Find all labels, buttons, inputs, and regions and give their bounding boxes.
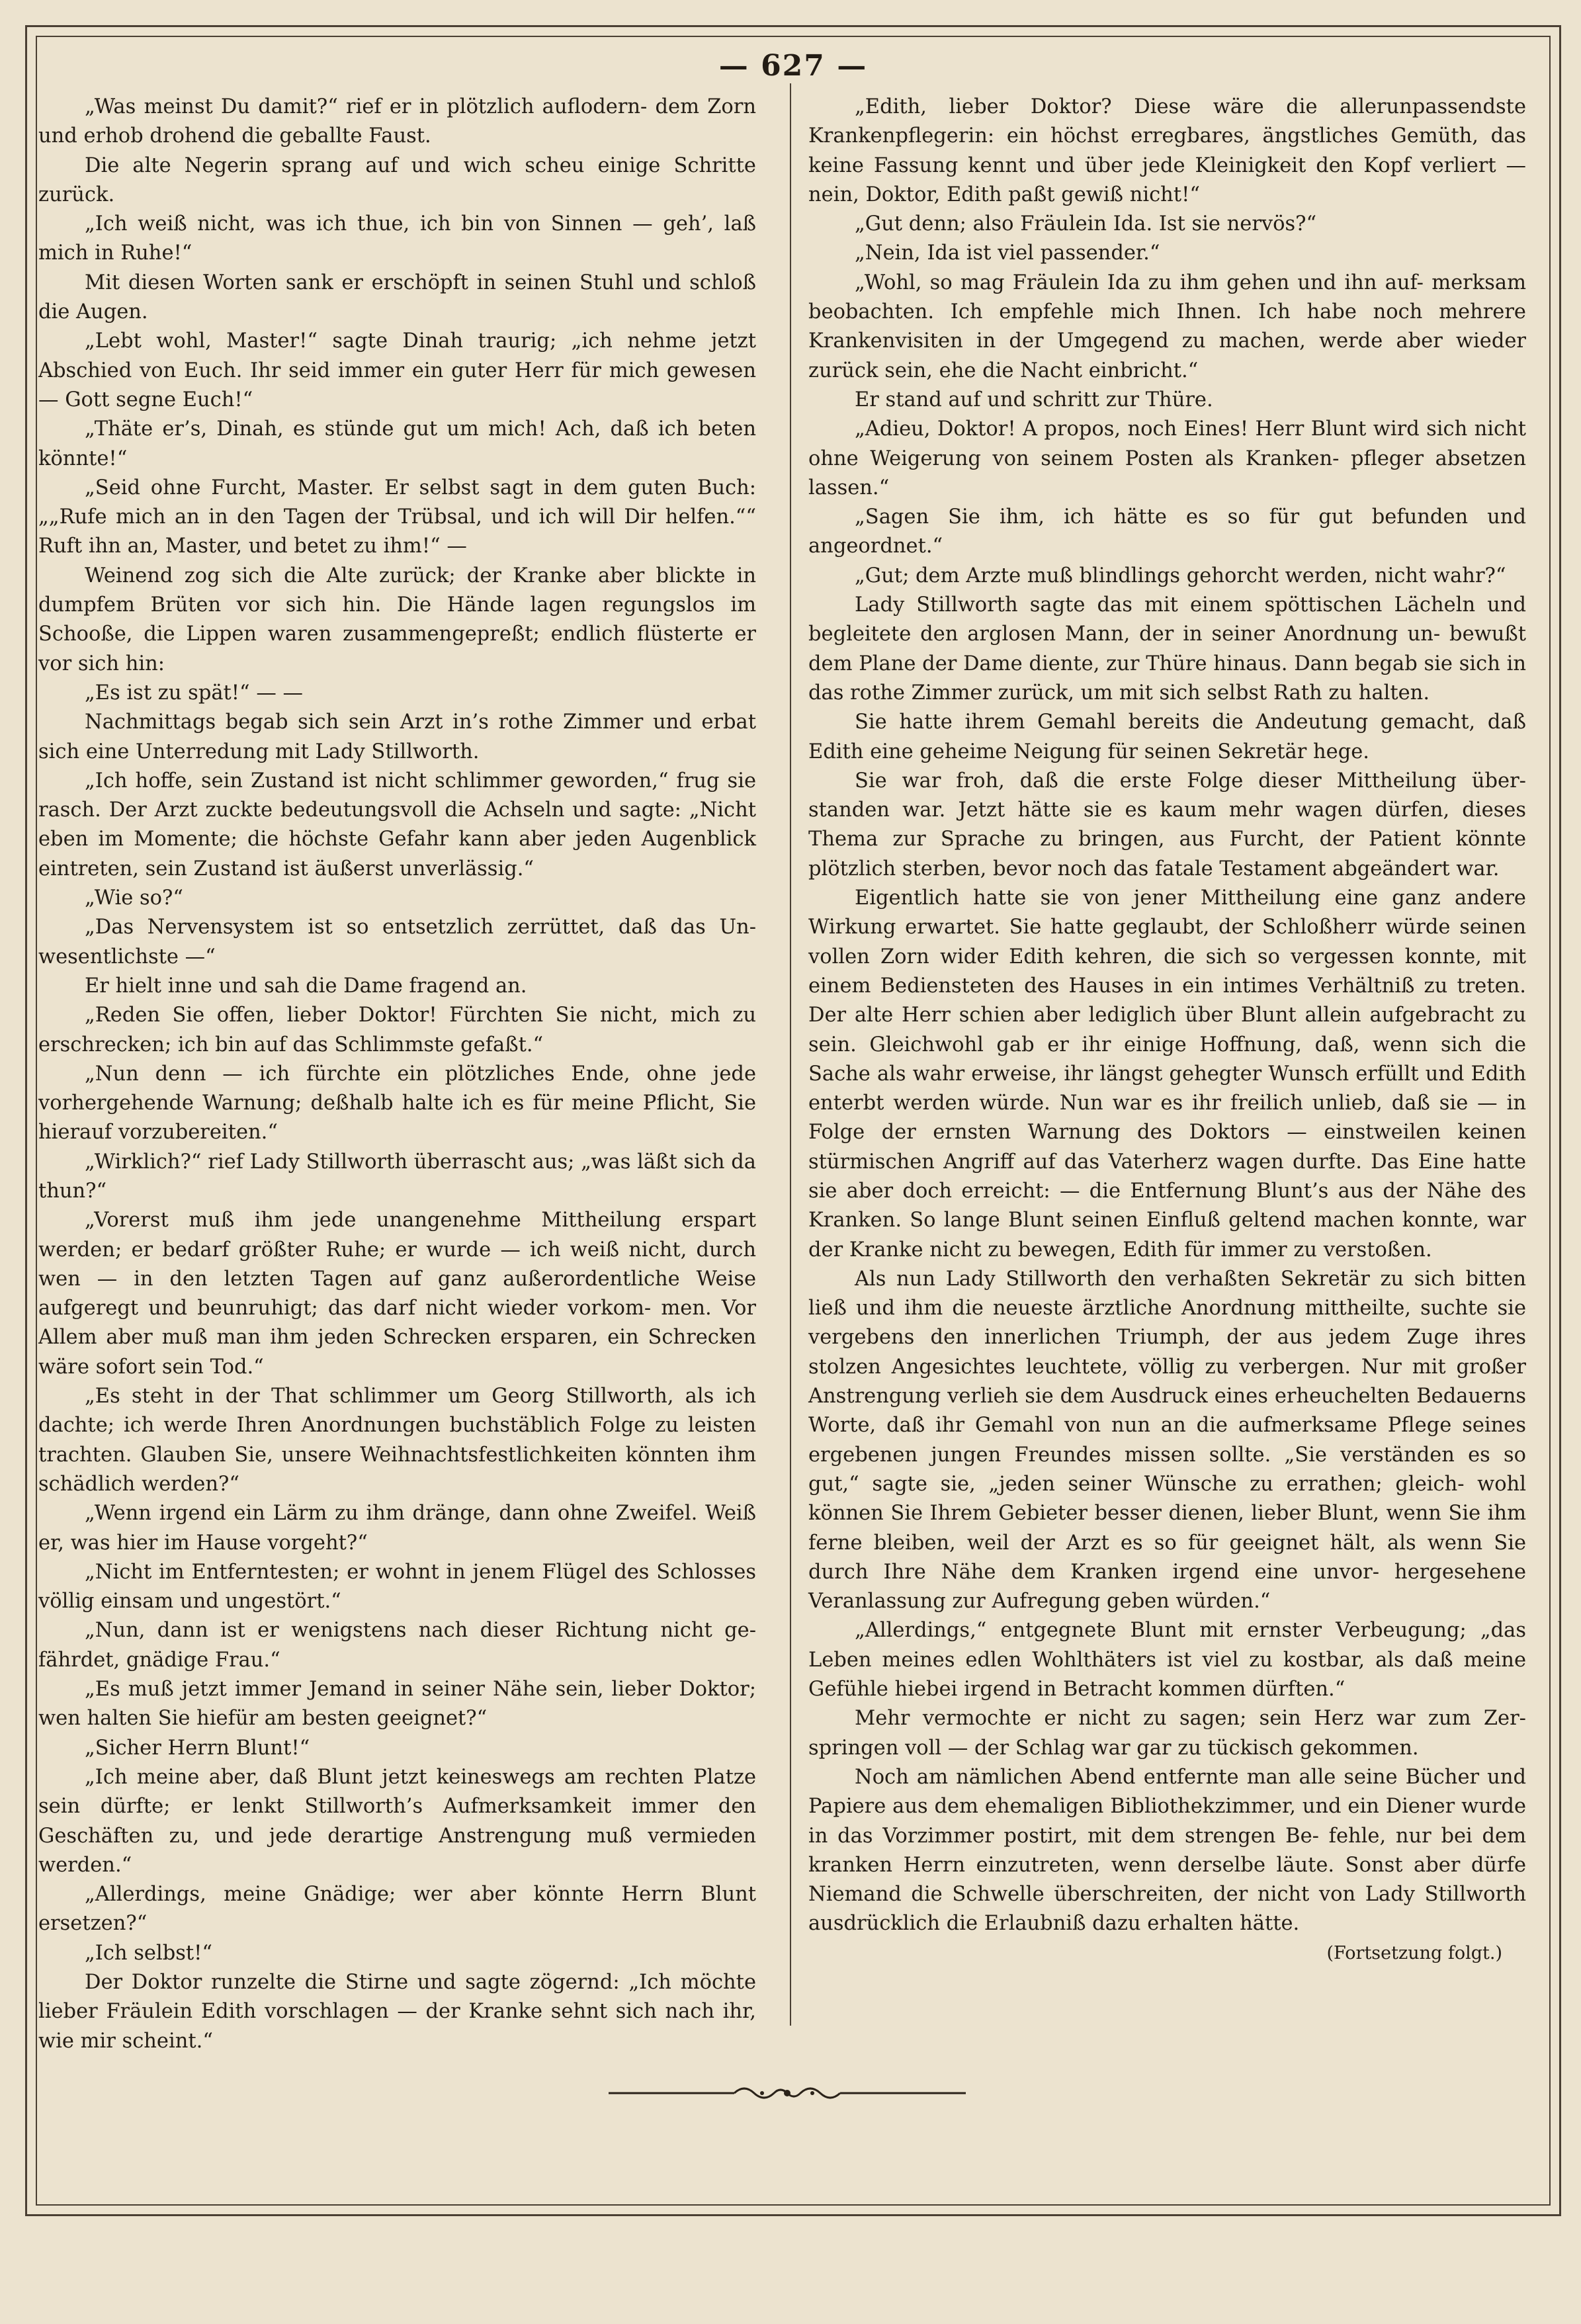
paragraph: „Das Nervensystem ist so entsetzlich zerrüttet, daß das Un- wesentlichste —“: [38, 916, 756, 968]
paragraph: Der Doktor runzelte die Stirne und sagte zögernd: „Ich möchte lieber Fräulein Edith vorschlagen — der Kranke sehnt sich nach ihr, wie mir scheint.“: [38, 1971, 756, 2053]
paragraph: Als nun Lady Stillworth den verhaßten Sekretär zu sich bitten ließ und ihm die neueste ärztliche Anordnung mittheilte, suchte sie vergebens den innerlichen Triumph, der aus jedem Zuge ihres stolzen Angesichtes leuchtete, völlig zu verbergen. Nur mit großer Anstrengung verlieh sie dem Ausdruck eines erheuchelten Bedauerns Worte, daß ihr Gemahl von nun an die aufmerksame Pflege seines ergebenen jungen Freundes missen sollte. „Sie verständen es so gut,“ sagte sie, „jeden seiner Wünsche zu errathen; gleich- wohl können Sie Ihrem Gebieter besser dienen, lieber Blunt, wenn Sie ihm ferne bleiben, weil der Arzt es so für geeignet hält, als wenn Sie durch Ihre Nähe dem Kranken irgend eine unvor- hergesehene Veranlassung zur Aufregung geben würden.“: [808, 1267, 1526, 1614]
left-column: [38, 93, 756, 2056]
paragraph: Lady Stillworth sagte das mit einem spöttischen Lächeln und begleitete den arglosen Mann, der in seiner Anordnung un- bewußt dem Plane der Dame diente, zur Thüre hinaus. Dann begab sie sich in das rothe Zimmer zurück, um mit sich selbst Rath zu halten.: [808, 593, 1526, 705]
paragraph: „Es steht in der That schlimmer um Georg Stillworth, als ich dachte; ich werde Ihren Anordnungen buchstäblich Folge zu leisten trachten. Glauben Sie, unsere Weihnachtsfestlichkeiten könnten ihm schädlich werden?“: [38, 1385, 756, 1496]
paragraph: Sie hatte ihrem Gemahl bereits die Andeutung gemacht, daß Edith eine geheime Neigung für seinen Sekretär hege.: [808, 710, 1526, 763]
paragraph: Er hielt inne und sah die Dame fragend an.: [85, 974, 527, 998]
page-number: — 627 —: [718, 48, 868, 83]
paragraph: „Wirklich?“ rief Lady Stillworth überrascht aus; „was läßt sich da thun?“: [38, 1150, 756, 1203]
paragraph: „Nun, dann ist er wenigstens nach dieser Richtung nicht ge- fährdet, gnädige Frau.“: [38, 1619, 756, 1672]
paragraph: „Allerdings,“ entgegnete Blunt mit ernster Verbeugung; „das Leben meines edlen Wohlthäters ist viel zu kostbar, als daß meine Gefühle hiebei irgend in Betracht kommen dürften.“: [808, 1619, 1526, 1701]
paragraph: „Was meinst Du damit?“ rief er in plötzlich auflodern- dem Zorn und erhob drohend die geballte Faust.: [38, 95, 756, 148]
paragraph: „Ich selbst!“: [85, 1941, 213, 1965]
paragraph: „Ich hoffe, sein Zustand ist nicht schlimmer geworden,“ frug sie rasch. Der Arzt zuckte bedeutungsvoll die Achseln und sagte: „Nicht eben im Momente; die höchste Gefahr kann aber jeden Augenblick eintreten, sein Zustand ist äußerst unverlässig.“: [38, 769, 756, 881]
paragraph: „Wohl, so mag Fräulein Ida zu ihm gehen und ihn auf- merksam beobachten. Ich empfehle mich Ihnen. Ich habe noch mehrere Krankenvisiten in der Umgegend zu machen, werde aber wieder zurück sein, ehe die Nacht einbricht.“: [808, 271, 1526, 382]
paragraph: „Nun denn — ich fürchte ein plötzliches Ende, ohne jede vorhergehende Warnung; deßhalb halte ich es für meine Pflicht, Sie hierauf vorzubereiten.“: [38, 1062, 756, 1144]
paragraph: „Es ist zu spät!“ — —: [85, 681, 304, 705]
paragraph: „Wenn irgend ein Lärm zu ihm dränge, dann ohne Zweifel. Weiß er, was hier im Hause vorgeht?“: [38, 1502, 756, 1555]
paragraph: „Es muß jetzt immer Jemand in seiner Nähe sein, lieber Doktor; wen halten Sie hiefür am besten geeignet?“: [38, 1678, 756, 1731]
paragraph: „Allerdings, meine Gnädige; wer aber könnte Herrn Blunt ersetzen?“: [38, 1883, 756, 1936]
paragraph: Mehr vermochte er nicht zu sagen; sein Herz war zum Zer- springen voll — der Schlag war gar zu tückisch gekommen.: [808, 1707, 1526, 1760]
continued-note: (Fortsetzung folgt.): [1326, 1942, 1502, 1963]
paragraph: „Gut denn; also Fräulein Ida. Ist sie nervös?“: [855, 212, 1317, 236]
paragraph: „Edith, lieber Doktor? Diese wäre die allerunpassendste Krankenpflegerin: ein höchst erregbares, ängstliches Gemüth, das keine Fassung kennt und über jede Kleinigkeit den Kopf verliert — nein, Doktor, Edith paßt gewiß nicht!“: [808, 95, 1526, 206]
column-divider: [790, 83, 791, 2026]
paragraph: Mit diesen Worten sank er erschöpft in seinen Stuhl und schloß die Augen.: [38, 271, 756, 324]
paragraph: „Gut; dem Arzte muß blindlings gehorcht werden, nicht wahr?“: [855, 564, 1506, 587]
paragraph: „Seid ohne Furcht, Master. Er selbst sagt in dem guten Buch: „„Rufe mich an in den Tagen der Trübsal, und ich will Dir helfen.““ Ruft ihn an, Master, und betet zu ihm!“ —: [38, 476, 756, 558]
paragraph: Die alte Negerin sprang auf und wich scheu einige Schritte zurück.: [38, 153, 756, 206]
paragraph: Er stand auf und schritt zur Thüre.: [855, 388, 1213, 411]
paragraph: „Ich meine aber, daß Blunt jetzt keineswegs am rechten Platze sein dürfte; er lenkt Stillworth’s Aufmerksamkeit immer den Geschäften zu, und jede derartige Anstrengung muß vermieden werden.“: [38, 1765, 756, 1877]
ornament-divider-icon: [609, 2080, 966, 2106]
right-column: [808, 93, 1526, 1968]
paragraph: „Lebt wohl, Master!“ sagte Dinah traurig; „ich nehme jetzt Abschied von Euch. Ihr seid immer ein guter Herr für mich gewesen — Gott segne Euch!“: [38, 329, 756, 411]
paragraph: Weinend zog sich die Alte zurück; der Kranke aber blickte in dumpfem Brüten vor sich hin. Die Hände lagen regungslos im Schooße, die Lippen waren zusammengepreßt; endlich flüsterte er vor sich hin:: [38, 564, 756, 675]
paragraph: Eigentlich hatte sie von jener Mittheilung eine ganz andere Wirkung erwartet. Sie hatte geglaubt, der Schloßherr würde seinen vollen Zorn wider Edith kehren, die sich so vergessen konnte, mit einem Bediensteten des Hauses in ein intimes Verhältniß zu treten. Der alte Herr schien aber lediglich über Blunt allein aufgebracht zu sein. Gleichwohl gab er ihr einige Hoffnung, daß, wenn sich die Sache als wahr erweise, ihr längst gehegter Wunsch erfüllt und Edith enterbt werden würde. Nun war es ihr freilich unlieb, daß sie — in Folge der ernsten Warnung des Doktors — einstweilen keinen stürmischen Angriff auf das Vaterherz wagen durfte. Das Eine hatte sie aber doch erreicht: — die Entfernung Blunt’s aus der Nähe des Kranken. So lange Blunt seinen Einfluß geltend machen konnte, war der Kranke nicht zu bewegen, Edith für immer zu verstoßen.: [808, 886, 1526, 1262]
paragraph: „Ich weiß nicht, was ich thue, ich bin von Sinnen — geh’, laß mich in Ruhe!“: [38, 212, 756, 265]
paragraph: „Nicht im Entferntesten; er wohnt in jenem Flügel des Schlosses völlig einsam und ungestört.“: [38, 1560, 756, 1614]
paragraph: „Thäte er’s, Dinah, es stünde gut um mich! Ach, daß ich beten könnte!“: [38, 417, 756, 470]
paragraph: Noch am nämlichen Abend entfernte man alle seine Bücher und Papiere aus dem ehemaligen Bibliothekzimmer, und ein Diener wurde in das Vorzimmer postirt, mit dem strengen Be- fehle, nur bei dem kranken Herrn einzutreten, wenn derselbe läute. Sonst aber dürfe Niemand die Schwelle überschreiten, der nicht von Lady Stillworth ausdrücklich die Erlaubniß dazu erhalten hätte.: [808, 1765, 1526, 1936]
paragraph: Nachmittags begab sich sein Arzt in’s rothe Zimmer und erbat sich eine Unterredung mit Lady Stillworth.: [38, 710, 756, 763]
paragraph: Sie war froh, daß die erste Folge dieser Mittheilung über- standen war. Jetzt hätte sie es kaum mehr wagen dürfen, dieses Thema zur Sprache zu bringen, aus Furcht, der Patient könnte plötzlich sterben, bevor noch das fatale Testament abgeändert war.: [808, 769, 1526, 881]
page-header: [36, 36, 1551, 95]
paragraph: „Nein, Ida ist viel passender.“: [855, 241, 1160, 265]
paragraph: „Vorerst muß ihm jede unangenehme Mittheilung erspart werden; er bedarf größter Ruhe; er wurde — ich weiß nicht, durch wen — in den letzten Tagen auf ganz außerordentliche Weise aufgeregt und beunruhigt; das darf nicht wieder vorkom- men. Vor Allem aber muß man ihm jeden Schrecken ersparen, ein Schrecken wäre sofort sein Tod.“: [38, 1209, 756, 1379]
paragraph: „Sicher Herrn Blunt!“: [85, 1736, 310, 1760]
paragraph: „Reden Sie offen, lieber Doktor! Fürchten Sie nicht, mich zu erschrecken; ich bin auf das Schlimmste gefaßt.“: [38, 1004, 756, 1056]
paragraph: „Sagen Sie ihm, ich hätte es so für gut befunden und angeordnet.“: [808, 505, 1526, 558]
paragraph: „Wie so?“: [85, 886, 183, 910]
paragraph: „Adieu, Doktor! A propos, noch Eines! Herr Blunt wird sich nicht ohne Weigerung von seinem Posten als Kranken- pfleger absetzen lassen.“: [808, 417, 1526, 499]
